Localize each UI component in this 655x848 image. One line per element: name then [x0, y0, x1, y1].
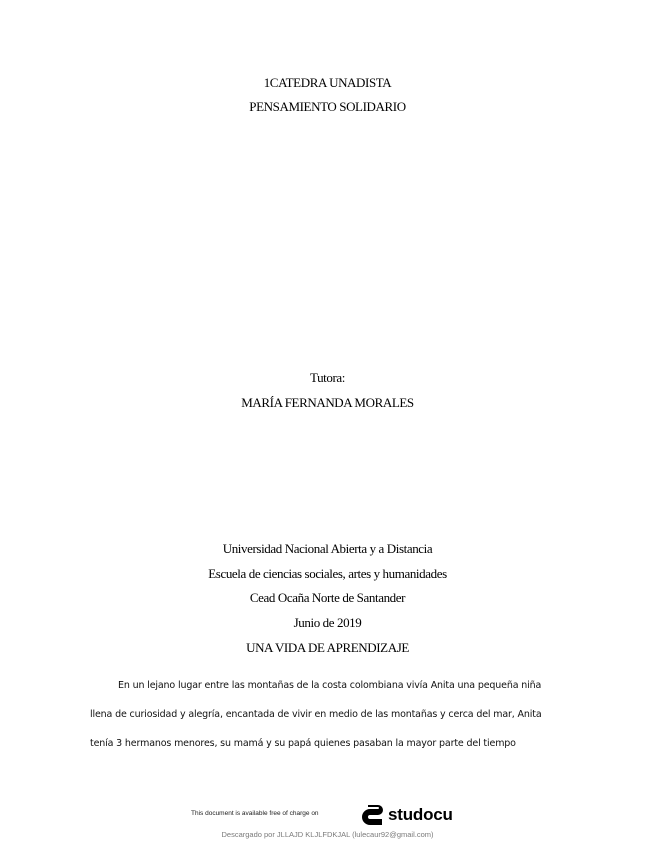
studocu-brand-label: studocu: [388, 805, 453, 824]
school-name: Escuela de ciencias sociales, artes y humanidades: [208, 566, 447, 581]
document-subtitle: PENSAMIENTO SOLIDARIO: [249, 99, 406, 114]
availability-note: This document is available free of charge on: [191, 810, 319, 817]
downloaded-by-note: Descargado por JLLAJD KLJLFDKJAL (lulecaur92@gmail.com): [221, 830, 434, 839]
university-name: Universidad Nacional Abierta y a Distancia: [222, 541, 433, 556]
paragraph-line: llena de curiosidad y alegría, encantada de vivir en medio de las montañas y cerca del mar, Anita: [90, 709, 542, 720]
studocu-mark-icon: [360, 802, 386, 828]
essay-title: UNA VIDA DE APRENDIZAJE: [246, 640, 409, 655]
tutor-label: Tutora:: [309, 370, 345, 385]
paragraph-line: tenía 3 hermanos menores, su mamá y su papá quienes pasaban la mayor parte del tiempo: [90, 738, 516, 749]
document-date: Junio de 2019: [293, 615, 362, 630]
center-name: Cead Ocaña Norte de Santander: [249, 590, 406, 605]
studocu-logo[interactable]: [360, 802, 453, 828]
paragraph-line: En un lejano lugar entre las montañas de la costa colombiana vivía Anita una pequeña niña: [118, 680, 542, 691]
document-title: 1CATEDRA UNADISTA: [263, 75, 392, 90]
tutor-name: MARÍA FERNANDA MORALES: [241, 395, 414, 410]
